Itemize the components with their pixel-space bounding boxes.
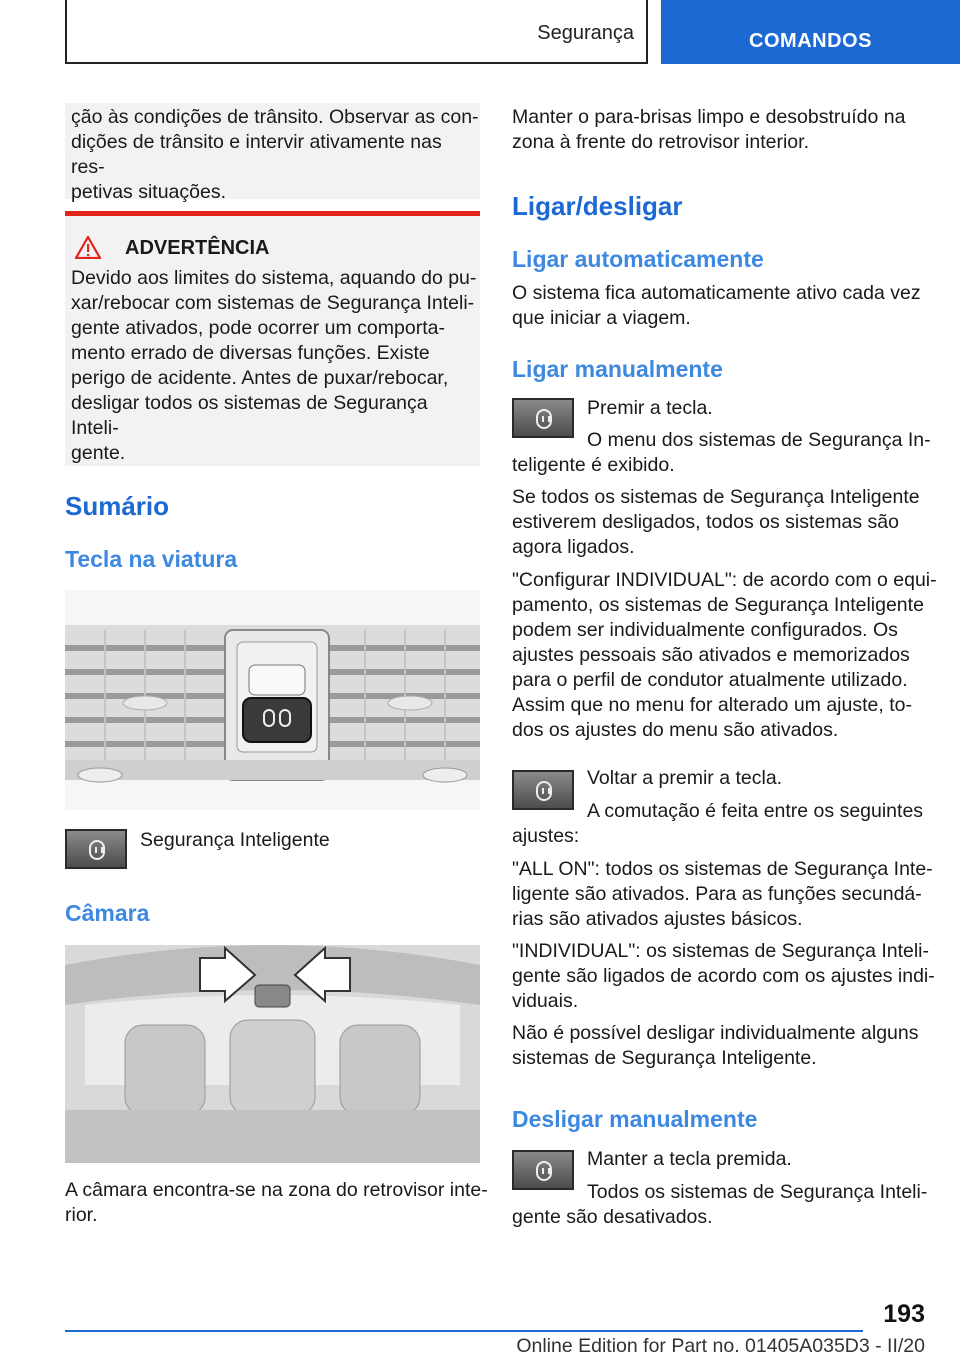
heading-camara: Câmara (65, 900, 150, 926)
intro-box (65, 103, 480, 203)
right-intro-line: Manter o para-brisas limpo e desobstruído na (512, 106, 906, 128)
all-on-line: "ALL ON": todos os sistemas de Segurança Inte- (512, 858, 933, 880)
intro-line: ção às condições de trânsito. Observar as con- (71, 106, 479, 128)
again-step-2: A comutação é feita entre os seguintes (587, 800, 924, 822)
warning-line: gente ativados, pode ocorrer um comporta- (71, 317, 445, 339)
warning-line: perigo de acidente. Antes de puxar/rebocar, (71, 367, 449, 389)
manual-p2-line: dos os ajustes do menu são ativados. (512, 719, 839, 741)
footer-edition: Online Edition for Part no. 01405A035D3 - II/20 (516, 1335, 925, 1357)
warning-line: desligar todos os sistemas de Segurança Inteli- (71, 392, 428, 439)
individual-line: "INDIVIDUAL": os sistemas de Segurança Inteli- (512, 940, 930, 962)
warning-icon (75, 236, 101, 259)
off-step-2-cont: gente são desativados. (512, 1206, 713, 1228)
not-possible-line: Não é possível desligar individualmente alguns (512, 1022, 919, 1044)
camera-text-line: A câmara encontra-se na zona do retrovisor inte- (65, 1179, 488, 1201)
auto-text-line: O sistema fica automaticamente ativo cada vez (512, 282, 921, 304)
warning-line: Devido aos limites do sistema, aquando do pu- (71, 267, 477, 289)
manual-p2-line: podem ser individualmente configurados. Os (512, 619, 898, 641)
manual-p1-line: agora ligados. (512, 536, 635, 558)
manual-p2-line: Assim que no menu for alterado um ajuste, to- (512, 694, 912, 716)
not-possible-line: sistemas de Segurança Inteligente. (512, 1047, 817, 1069)
manual-p2-line: pamento, os sistemas de Segurança Inteligente (512, 594, 924, 616)
manual-step-2: O menu dos sistemas de Segurança In- (587, 429, 931, 451)
button-caption: Segurança Inteligente (140, 829, 330, 851)
warning-line: xar/rebocar com sistemas de Segurança Inteli- (71, 292, 475, 314)
footer-divider (65, 1330, 863, 1332)
intro-line: dições de trânsito e intervir ativamente nas res- (71, 131, 442, 178)
safety-button-icon (512, 770, 574, 810)
safety-button-icon (512, 1150, 574, 1190)
heading-desligar-manualmente: Desligar manualmente (512, 1106, 758, 1132)
heading-ligar-manualmente: Ligar manualmente (512, 356, 723, 382)
intro-line: petivas situações. (71, 181, 227, 203)
safety-button-icon (512, 398, 574, 438)
heading-ligar-automaticamente: Ligar automaticamente (512, 246, 764, 272)
manual-step-1: Premir a tecla. (587, 397, 713, 419)
warning-box (65, 216, 480, 466)
manual-p1-line: Se todos os sistemas de Segurança Inteligente (512, 486, 920, 508)
all-on-line: rias são ativados ajustes básicos. (512, 908, 803, 930)
off-step-1: Manter a tecla premida. (587, 1148, 792, 1170)
right-intro-line: zona à frente do retrovisor interior. (512, 131, 809, 153)
again-step-1: Voltar a premir a tecla. (587, 767, 783, 789)
individual-line: viduais. (512, 990, 579, 1012)
warning-line: mento errado de diversas funções. Existe (71, 342, 430, 364)
header-chapter-label: COMANDOS (749, 30, 872, 52)
camera-location-image (65, 945, 480, 1163)
heading-tecla-na-viatura: Tecla na viatura (65, 546, 238, 572)
all-on-line: ligente são ativados. Para as funções secundá- (512, 883, 922, 905)
heading-ligar-desligar: Ligar/desligar (512, 191, 683, 221)
safety-button-icon (65, 829, 127, 869)
manual-step-2-cont: teligente é exibido. (512, 454, 675, 476)
manual-p2-line: ajustes pessoais são ativados e memorizados (512, 644, 910, 666)
warning-title: ADVERTÊNCIA (125, 237, 270, 259)
warning-line: gente. (71, 442, 126, 464)
individual-line: gente são ligados de acordo com os ajustes indi- (512, 965, 935, 987)
manual-p2-line: "Configurar INDIVIDUAL": de acordo com o equi- (512, 569, 937, 591)
auto-text-line: que iniciar a viagem. (512, 307, 691, 329)
dashboard-button-image (65, 590, 480, 810)
manual-p1-line: estiverem desligados, todos os sistemas são (512, 511, 899, 533)
page-number: 193 (883, 1300, 925, 1328)
again-step-2-cont: ajustes: (512, 825, 580, 847)
header-section-box (65, 0, 648, 64)
heading-sumario: Sumário (65, 491, 170, 521)
off-step-2: Todos os sistemas de Segurança Inteli- (587, 1181, 928, 1203)
header-section-title: Segurança (537, 22, 634, 44)
camera-text-line: rior. (65, 1204, 98, 1226)
manual-p2-line: para o perfil de condutor atualmente utilizado. (512, 669, 908, 691)
header-chapter-tab[interactable] (661, 0, 960, 64)
